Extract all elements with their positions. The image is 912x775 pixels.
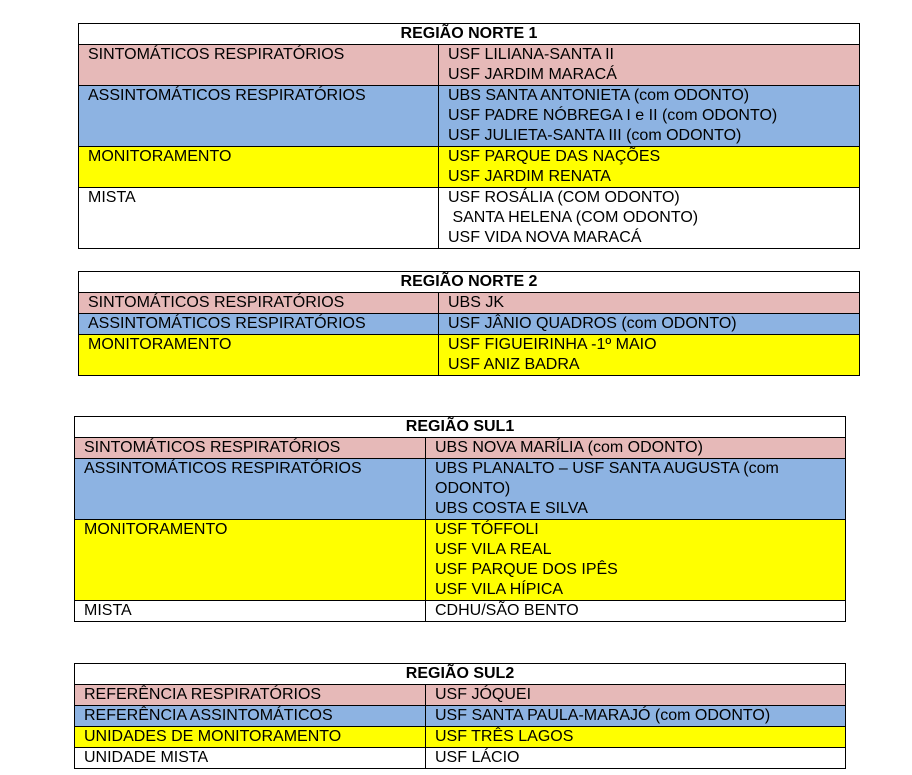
unit-name: USF FIGUEIRINHA -1º MAIO bbox=[448, 336, 657, 353]
category-cell: MISTA bbox=[79, 188, 439, 249]
table-row bbox=[75, 727, 846, 748]
unit-name: USF VILA REAL bbox=[435, 541, 552, 558]
units-cell bbox=[426, 520, 846, 601]
region-table-norte-1 bbox=[78, 23, 860, 249]
unit-name: USF JARDIM MARACÁ bbox=[448, 66, 617, 83]
unit-name: USF TÓFFOLI bbox=[435, 521, 539, 538]
category-cell: UNIDADES DE MONITORAMENTO bbox=[75, 727, 426, 748]
table-row bbox=[75, 706, 846, 727]
unit-name: USF LÁCIO bbox=[435, 749, 520, 766]
units-cell bbox=[439, 293, 860, 314]
region-table-sul-1 bbox=[74, 416, 846, 622]
unit-name: USF JARDIM RENATA bbox=[448, 168, 611, 185]
unit-name: USF LILIANA-SANTA II bbox=[448, 46, 614, 63]
table-row bbox=[79, 293, 860, 314]
unit-name: UBS SANTA ANTONIETA (com ODONTO) bbox=[448, 87, 750, 104]
category-cell: REFERÊNCIA ASSINTOMÁTICOS bbox=[75, 706, 426, 727]
category-cell: REFERÊNCIA RESPIRATÓRIOS bbox=[75, 685, 426, 706]
category-cell: MONITORAMENTO bbox=[75, 520, 426, 601]
unit-name: USF ANIZ BADRA bbox=[448, 356, 580, 373]
unit-name: USF ROSÁLIA (COM ODONTO) bbox=[448, 189, 680, 206]
units-cell bbox=[426, 727, 846, 748]
category-cell: SINTOMÁTICOS RESPIRATÓRIOS bbox=[79, 45, 439, 86]
units-cell bbox=[426, 706, 846, 727]
units-cell bbox=[439, 86, 860, 147]
table-row bbox=[79, 45, 860, 86]
category-cell: SINTOMÁTICOS RESPIRATÓRIOS bbox=[79, 293, 439, 314]
unit-name: USF JÓQUEI bbox=[435, 686, 532, 703]
units-cell bbox=[426, 685, 846, 706]
category-cell: MONITORAMENTO bbox=[79, 335, 439, 376]
table-row bbox=[79, 147, 860, 188]
category-cell: UNIDADE MISTA bbox=[75, 748, 426, 769]
units-cell bbox=[439, 147, 860, 188]
units-cell bbox=[426, 459, 846, 520]
unit-name: USF PARQUE DOS IPÊS bbox=[435, 561, 618, 578]
units-cell bbox=[439, 45, 860, 86]
region-title: REGIÃO NORTE 1 bbox=[79, 24, 860, 45]
table-row bbox=[75, 438, 846, 459]
unit-name: USF JÂNIO QUADROS (com ODONTO) bbox=[448, 315, 737, 332]
unit-name: UBS PLANALTO – USF SANTA AUGUSTA (com ODONTO) bbox=[435, 460, 779, 497]
unit-name: USF PARQUE DAS NAÇÕES bbox=[448, 148, 661, 165]
table-row bbox=[75, 520, 846, 601]
unit-name: USF TRÊS LAGOS bbox=[435, 728, 574, 745]
table-row bbox=[75, 601, 846, 622]
unit-name: CDHU/SÃO BENTO bbox=[435, 602, 579, 619]
unit-name: USF VIDA NOVA MARACÁ bbox=[448, 229, 642, 246]
category-cell: MISTA bbox=[75, 601, 426, 622]
units-cell bbox=[426, 601, 846, 622]
region-table-sul-2 bbox=[74, 663, 846, 769]
units-cell bbox=[426, 748, 846, 769]
unit-name: UBS NOVA MARÍLIA (com ODONTO) bbox=[435, 439, 703, 456]
unit-name: UBS COSTA E SILVA bbox=[435, 500, 588, 517]
region-title: REGIÃO SUL2 bbox=[75, 664, 846, 685]
units-cell bbox=[426, 438, 846, 459]
region-title: REGIÃO SUL1 bbox=[75, 417, 846, 438]
category-cell: MONITORAMENTO bbox=[79, 147, 439, 188]
units-cell bbox=[439, 314, 860, 335]
units-cell bbox=[439, 335, 860, 376]
table-row bbox=[75, 748, 846, 769]
table-row bbox=[75, 685, 846, 706]
region-title: REGIÃO NORTE 2 bbox=[79, 272, 860, 293]
unit-name: USF PADRE NÓBREGA I e II (com ODONTO) bbox=[448, 107, 778, 124]
table-row bbox=[79, 335, 860, 376]
table-row bbox=[79, 188, 860, 249]
unit-name: USF VILA HÍPICA bbox=[435, 581, 564, 598]
unit-name: SANTA HELENA (COM ODONTO) bbox=[448, 209, 699, 226]
units-cell bbox=[439, 188, 860, 249]
category-cell: SINTOMÁTICOS RESPIRATÓRIOS bbox=[75, 438, 426, 459]
table-row bbox=[75, 459, 846, 520]
unit-name: USF JULIETA-SANTA III (com ODONTO) bbox=[448, 127, 742, 144]
category-cell: ASSINTOMÁTICOS RESPIRATÓRIOS bbox=[79, 86, 439, 147]
unit-name: UBS JK bbox=[448, 294, 505, 311]
table-row bbox=[79, 86, 860, 147]
unit-name: USF SANTA PAULA-MARAJÓ (com ODONTO) bbox=[435, 707, 771, 724]
category-cell: ASSINTOMÁTICOS RESPIRATÓRIOS bbox=[79, 314, 439, 335]
category-cell: ASSINTOMÁTICOS RESPIRATÓRIOS bbox=[75, 459, 426, 520]
table-row bbox=[79, 314, 860, 335]
region-table-norte-2 bbox=[78, 271, 860, 376]
